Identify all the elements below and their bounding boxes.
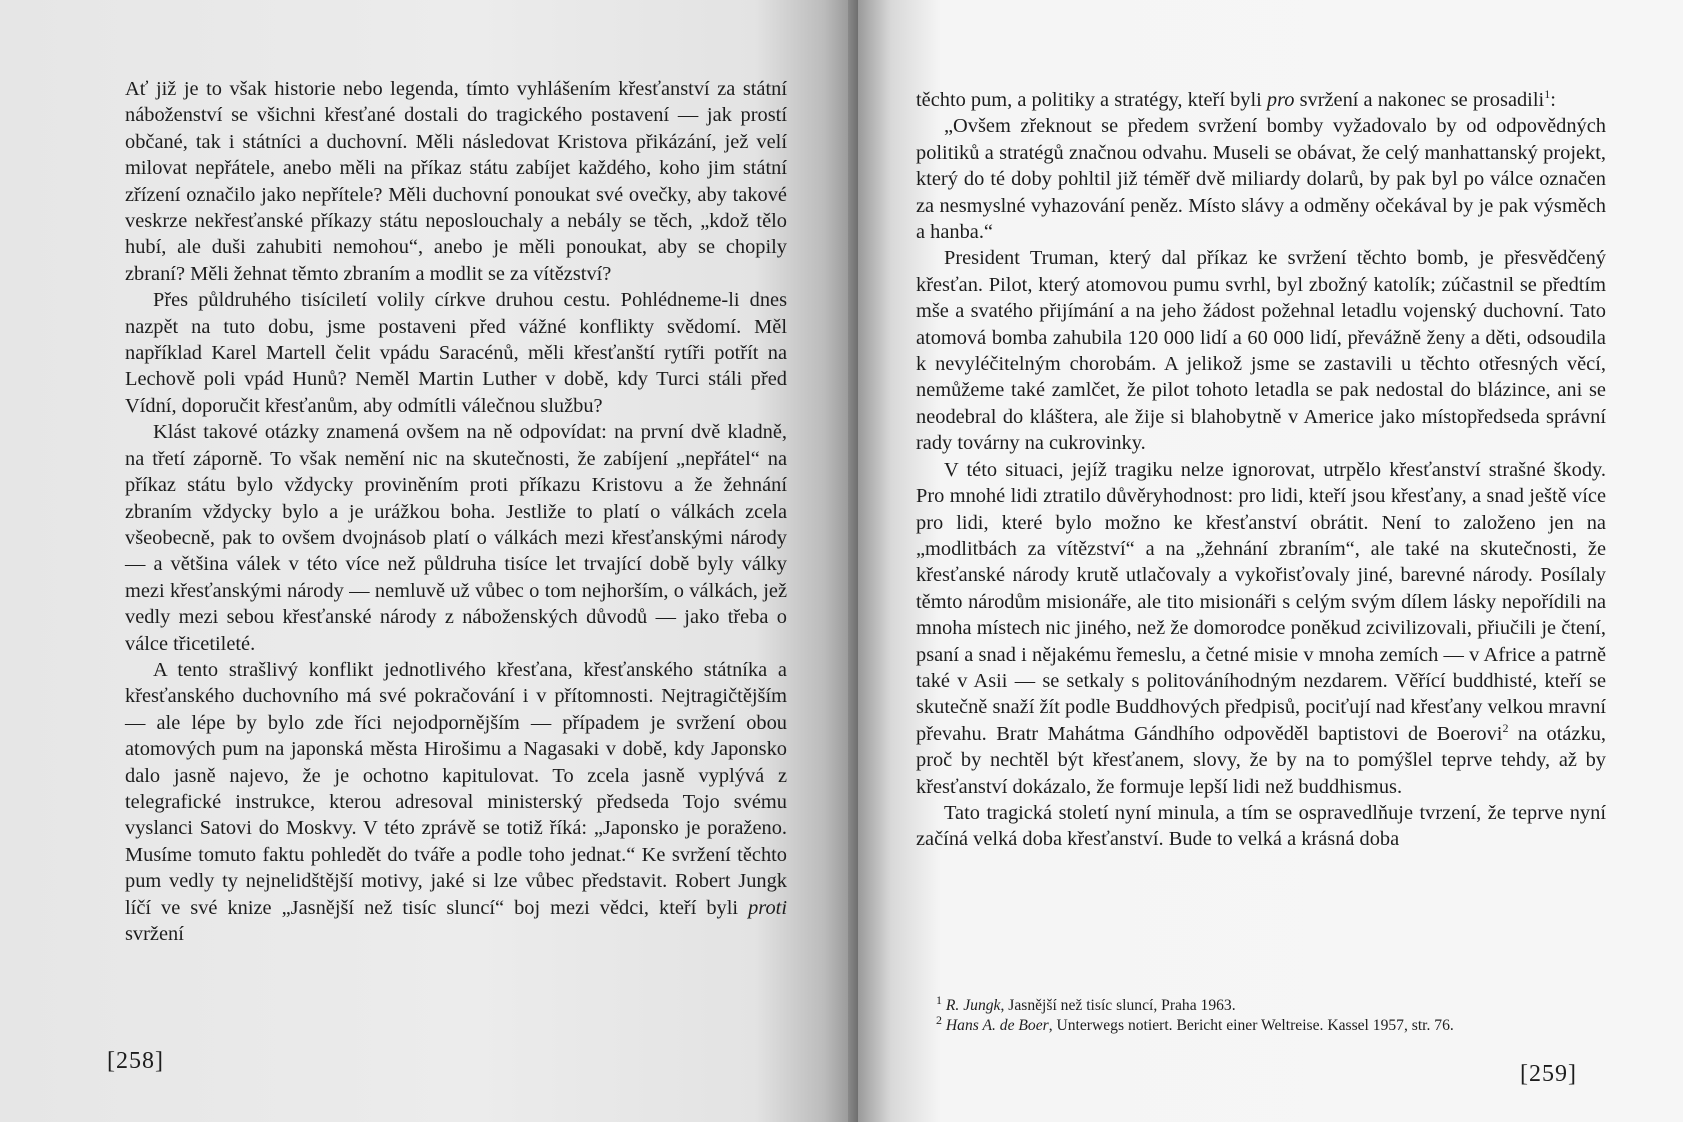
paragraph bbox=[125, 657, 787, 947]
paragraph: President Truman, který dal příkaz ke svržení těchto bomb, je přesvědčený křesťan. Pilot, který atomovou pumu svrhl, byl zbožný katolík; zúčastnil se předtím mše a svatého přijímání a na jeho žádost požehnal letadlu vojenský duchovní. Tato atomová bomba zahubila 120 000 lidí a 60 000 lidí, převážně ženy a děti, odsoudila k nevyléčitelným chorobám. A jelikož jsme se zastavili u těchto otřesných věcí, nemůžeme také zamlčet, že pilot tohoto letadla se pak nedostal do blázince, ani se neodebral do kláštera, ale žije si blahobytně v Americe jako místopředseda správní rady továrny na cukrovinky. bbox=[916, 247, 1606, 455]
footnote-mark: 2 bbox=[936, 1012, 942, 1027]
emphasis: proti bbox=[748, 896, 787, 919]
footnote-ref: 1 bbox=[1544, 87, 1551, 102]
emphasis: pro bbox=[1266, 89, 1295, 111]
footnote-ref: 2 bbox=[1502, 720, 1509, 735]
paragraph-text: svržení a nakonec se prosadili bbox=[1294, 89, 1545, 111]
page-number: [259] bbox=[1520, 1061, 1577, 1087]
footnote bbox=[916, 992, 1616, 1016]
paragraph-text: těchto pum, a politiky a stratégy, kteří byli bbox=[916, 89, 1267, 111]
right-page-body bbox=[916, 87, 1606, 853]
paragraph-text: V této situaci, jejíž tragiku nelze ignorovat, utrpělo křesťanství strašné škody. Pro mnohé lidi ztratilo důvěryhodnost: pro lidi, kteří jsou křesťany, a snad ještě více pro lidi, které bylo možno ke křesťanství obrátit. Není to založeno jen na „modlitbách za vítězství“ a na „žehnání zbraním“, ale také na skutečnosti, že křesťanské národy krutě utlačovaly a vykořisťovaly jiné, barevné národy. Posílaly těmto národům misionáře, ale tito misionáři s celým svým dílem lásky nepořídili na mnoha místech nic jiného, než že domorodce poněkud zcivilizovali, přiučili je čtení, psaní a snad i nějakému řemeslu, a četné misie v mnoha zemích — v Africe a patrně také v Asii — se setkaly s politováníhodným nezdarem. Věřící buddhisté, kteří se skutečně snaží žít podle Buddhových předpisů, pociťují nad křesťany velkou mravní převahu. Bratr Mahátma Gándhího odpověděl baptistovi de Boerovi bbox=[916, 458, 1606, 745]
footnote-mark: 1 bbox=[936, 992, 942, 1007]
paragraph-text: na otázku, proč by nechtěl být křesťanem, slovy, že by na to pomýšlel teprve tehdy, až by křesťanství dokázalo, že formuje lepší lidi než buddhismus. bbox=[916, 722, 1607, 798]
paragraph bbox=[916, 457, 1606, 800]
footnote bbox=[916, 1012, 1616, 1036]
paragraph: Klást takové otázky znamená ovšem na ně odpovídat: na první dvě kladně, na třetí záporně. To však nemění nic na skutečnosti, že zabíjení „nepřátel“ na příkaz státu bylo vždycky proviněním proti příkazu Kristovu a že žehnání zbraním vždycky bylo a je urážkou boha. Jestliže to platí o válkách zcela všeobecně, pak to ovšem dvojnásob platí o válkách mezi křesťanskými národy — a většina válek v této více než půldruha tisíce let trvající době byly války mezi křesťanskými národy — nemluvě už vůbec o tom nejhorším, o válkách, jež vedly mezi sebou křesťanské národy z náboženských důvodů — jako třeba o válce třicetileté. bbox=[125, 421, 787, 655]
block-quote: „Ovšem zřeknout se předem svržení bomby vyžadovalo by od odpovědných politiků a stratégů značnou odvahu. Museli se obávat, že celý manhattanský projekt, který do té doby pohltil již téměř dvě miliardy dolarů, by pak byl po válce označen za nesmyslné vyhazování peněz. Místo slávy a odměny očekával by je pak výsměch a hanba.“ bbox=[916, 115, 1606, 244]
paragraph: Ať již je to však historie nebo legenda, tímto vyhlášením křesťanství za státní náboženství se všichni křesťané dostali do tragického postavení — jak prostí občané, tak i státníci a duchovní. Měli následovat Kristova přikázání, jež velí milovat nepřátele, anebo měli na příkaz státu zabíjet každého, koho jim státní zřízení označilo jako nepřítele? Měli duchovní ponoukat své ovečky, aby takové veskrze nekřesťanské příkazy státu neposlouchaly a nebály se těch, „kdož tělo hubí, ale duši zahubiti nemohou“, anebo je měli ponoukat, aby se chopily zbraní? Měli žehnat těmto zbraním a modlit se za vítězství? bbox=[125, 78, 787, 285]
right-page bbox=[858, 0, 1683, 1122]
footnote-text: , Unterwegs notiert. Bericht einer Weltreise. Kassel 1957, str. 76. bbox=[1048, 1017, 1454, 1034]
paragraph-text: : bbox=[1550, 89, 1556, 111]
paragraph-text: A tento strašlivý konflikt jednotlivého křesťana, křesťanského státníka a křesťanského duchovního má své pokračování i v přítomnosti. Nejtragičtějším — ale lépe by bylo zde říci nejodpornějším — případem je svržení obou atomových pum na japonská města Hirošimu a Nagasaki v době, kdy Japonsko dalo jasně najevo, že je ochotno kapitulovat. To zcela jasně vyplývá z telegrafické instrukce, kterou adresoval ministerský předseda Tojo svému vyslanci Satovi do Moskvy. V této zprávě se totiž říká: „Japonsko je poraženo. Musíme tomuto faktu pohledět do tváře a podle toho jednat.“ Ke svržení těchto pum vedly ty nejnelidštější motivy, jaké si lze vůbec představit. Robert Jungk líčí ve své knize „Jasnější než tisíc sluncí“ boj mezi vědci, kteří byli bbox=[125, 658, 787, 919]
page-number: [258] bbox=[107, 1048, 164, 1074]
left-page-body bbox=[125, 76, 787, 947]
footnote-text: , Jasnější než tisíc sluncí, Praha 1963. bbox=[1000, 997, 1236, 1014]
footnotes bbox=[916, 992, 1616, 1036]
footnote-author: R. Jungk bbox=[945, 997, 1001, 1014]
paragraph-tail: svržení bbox=[125, 923, 184, 945]
paragraph bbox=[916, 87, 1606, 113]
paragraph: Tato tragická století nyní minula, a tím se ospravedlňuje tvrzení, že teprve nyní začíná velká doba křesťanství. Bude to velká a krásná doba bbox=[916, 801, 1606, 851]
footnote-author: Hans A. de Boer bbox=[945, 1017, 1049, 1034]
paragraph: Přes půldruhého tisíciletí volily církve druhou cestu. Pohlédneme-li dnes nazpět na tuto dobu, jsme postaveni před vážné konflikty svědomí. Měl například Karel Martell čelit vpádu Saracénů, měli křesťanští rytíři potřít na Lechově poli vpád Hunů? Neměl Martin Luther v době, kdy Turci stáli před Vídní, doporučit křesťanům, aby odmítli válečnou službu? bbox=[125, 289, 787, 417]
